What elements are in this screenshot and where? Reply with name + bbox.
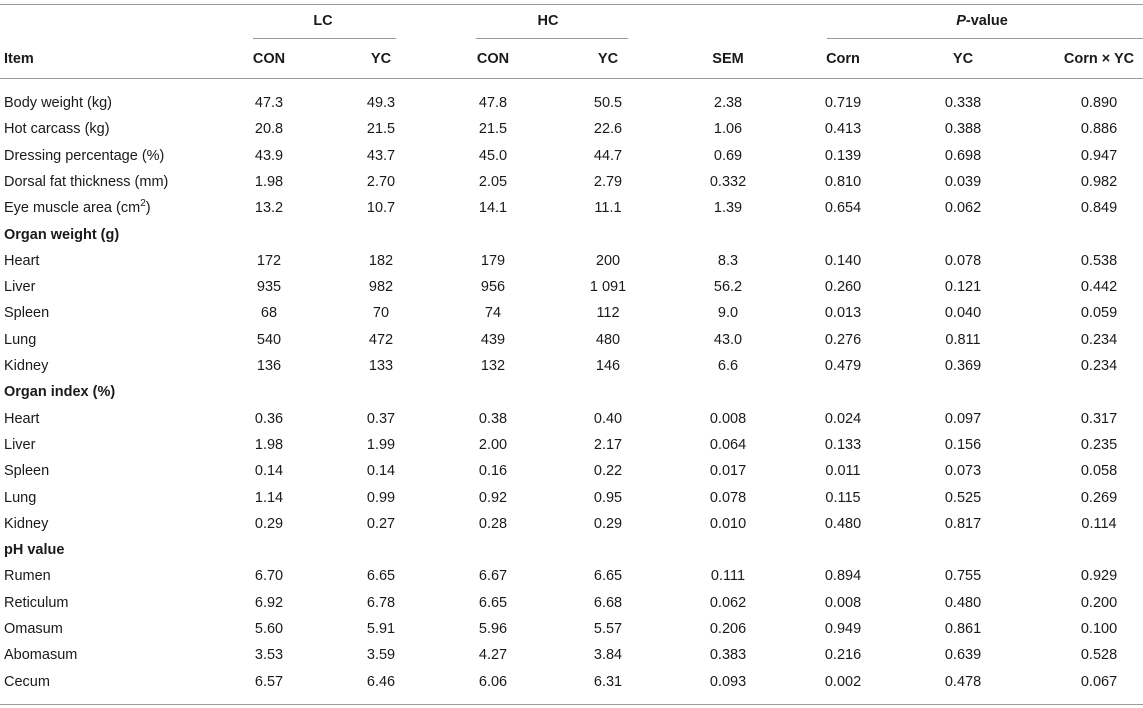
cell-p-yc: 0.480: [944, 595, 982, 611]
cell-hc-con: 0.28: [478, 516, 508, 532]
cell-hc-con: 4.27: [478, 647, 508, 663]
cell-lc-yc: 982: [368, 279, 394, 295]
cell-hc-con: 2.05: [478, 174, 508, 190]
row-label: Lung: [4, 490, 37, 506]
cell-p-yc: 0.388: [944, 121, 982, 137]
cell-hc-yc: 6.31: [593, 674, 623, 690]
cell-lc-con: 0.36: [254, 411, 284, 427]
cell-p-interaction: 0.058: [1080, 463, 1118, 479]
cell-lc-yc: 6.46: [366, 674, 396, 690]
cell-lc-yc: 5.91: [366, 621, 396, 637]
cell-hc-yc: 112: [596, 305, 620, 321]
cell-p-corn: 0.140: [824, 253, 862, 269]
cell-lc-yc: 133: [368, 358, 394, 374]
cell-hc-yc: 6.65: [593, 568, 623, 584]
cell-hc-yc: 146: [595, 358, 621, 374]
cell-p-yc: 0.078: [944, 253, 982, 269]
cell-p-yc: 0.639: [944, 647, 982, 663]
cell-sem: 0.017: [709, 463, 747, 479]
cell-hc-yc: 11.1: [594, 200, 622, 216]
col-header-sem: SEM: [712, 51, 744, 67]
cell-p-corn: 0.894: [824, 568, 862, 584]
cell-lc-con: 3.53: [254, 647, 284, 663]
cell-lc-con: 1.98: [254, 174, 284, 190]
cell-p-interaction: 0.929: [1080, 568, 1118, 584]
cell-p-corn: 0.480: [824, 516, 862, 532]
row-label: Liver: [4, 437, 36, 453]
col-header-lc-yc: YC: [370, 51, 392, 67]
cell-lc-yc: 10.7: [366, 200, 396, 216]
row-label: Heart: [4, 411, 40, 427]
cell-lc-con: 935: [256, 279, 282, 295]
cell-lc-yc: 182: [368, 253, 394, 269]
cell-sem: 6.6: [717, 358, 739, 374]
cell-hc-con: 0.16: [478, 463, 508, 479]
cell-lc-con: 13.2: [254, 200, 284, 216]
cell-p-interaction: 0.234: [1080, 332, 1118, 348]
cell-hc-yc: 22.6: [593, 121, 623, 137]
cell-hc-con: 45.0: [478, 148, 508, 164]
cell-p-interaction: 0.890: [1080, 95, 1118, 111]
cell-hc-yc: 44.7: [593, 148, 623, 164]
cell-lc-con: 20.8: [254, 121, 284, 137]
row-label: Eye muscle area $(cm^2)$: [4, 198, 151, 216]
table-top-rule: [0, 4, 1143, 5]
cell-sem: 0.078: [709, 490, 747, 506]
cell-lc-con: 6.70: [254, 568, 284, 584]
cell-p-yc: 0.525: [944, 490, 982, 506]
cell-p-yc: 0.755: [944, 568, 982, 584]
cell-lc-con: 172: [256, 253, 282, 269]
group-rule-pvalue: [827, 38, 1143, 39]
cell-hc-yc: 0.95: [593, 490, 623, 506]
cell-sem: 0.064: [709, 437, 747, 453]
cell-sem: 0.383: [709, 647, 747, 663]
cell-sem: 0.010: [709, 516, 747, 532]
cell-p-corn: 0.013: [824, 305, 862, 321]
cell-sem: 8.3: [717, 253, 739, 269]
row-label: Dorsal fat thickness (mm): [4, 174, 169, 190]
group-rule-hc: [476, 38, 628, 39]
col-header-p-interaction: Corn × YC: [1063, 51, 1135, 67]
cell-lc-con: 540: [256, 332, 282, 348]
cell-lc-con: 47.3: [254, 95, 284, 111]
cell-lc-yc: 3.59: [366, 647, 396, 663]
row-label: Dressing percentage (%): [4, 148, 165, 164]
cell-lc-con: 1.14: [254, 490, 284, 506]
section-heading: Organ weight (g): [4, 227, 120, 243]
cell-hc-con: 439: [480, 332, 506, 348]
cell-p-interaction: 0.849: [1080, 200, 1118, 216]
cell-sem: 0.69: [713, 148, 743, 164]
cell-hc-yc: 0.22: [593, 463, 623, 479]
row-label: Spleen: [4, 305, 50, 321]
cell-p-interaction: 0.269: [1080, 490, 1118, 506]
cell-p-corn: 0.024: [824, 411, 862, 427]
group-rule-lc: [253, 38, 396, 39]
cell-sem: 1.06: [713, 121, 743, 137]
cell-lc-yc: 472: [368, 332, 394, 348]
cell-p-corn: 0.133: [824, 437, 862, 453]
cell-hc-con: 0.38: [478, 411, 508, 427]
row-label: Abomasum: [4, 647, 78, 663]
cell-hc-con: 6.65: [478, 595, 508, 611]
cell-hc-yc: 3.84: [593, 647, 623, 663]
cell-hc-yc: 50.5: [593, 95, 623, 111]
cell-sem: 0.332: [709, 174, 747, 190]
cell-hc-yc: 480: [595, 332, 621, 348]
cell-hc-yc: 2.17: [593, 437, 623, 453]
cell-p-interaction: 0.100: [1080, 621, 1118, 637]
cell-p-corn: 0.139: [824, 148, 862, 164]
cell-sem: 9.0: [717, 305, 739, 321]
cell-hc-con: 0.92: [478, 490, 508, 506]
cell-p-interaction: 0.067: [1080, 674, 1118, 690]
cell-p-yc: 0.073: [944, 463, 982, 479]
cell-p-yc: 0.156: [944, 437, 982, 453]
row-label: Omasum: [4, 621, 63, 637]
row-label: Lung: [4, 332, 37, 348]
cell-sem: 56.2: [713, 279, 743, 295]
pvalue-suffix: -value: [965, 13, 1008, 29]
col-header-hc-yc: YC: [597, 51, 619, 67]
cell-p-yc: 0.338: [944, 95, 982, 111]
col-header-p-yc: YC: [952, 51, 974, 67]
cell-hc-con: 179: [480, 253, 506, 269]
cell-p-corn: 0.002: [824, 674, 862, 690]
cell-p-corn: 0.654: [824, 200, 862, 216]
cell-hc-yc: 1 091: [589, 279, 627, 295]
cell-p-corn: 0.008: [824, 595, 862, 611]
cell-hc-con: 5.96: [478, 621, 508, 637]
cell-lc-yc: 21.5: [366, 121, 396, 137]
cell-p-corn: 0.949: [824, 621, 862, 637]
cell-p-interaction: 0.059: [1080, 305, 1118, 321]
cell-p-yc: 0.039: [944, 174, 982, 190]
cell-p-interaction: 0.886: [1080, 121, 1118, 137]
cell-lc-con: 5.60: [254, 621, 284, 637]
cell-p-yc: 0.062: [944, 200, 982, 216]
cell-p-corn: 0.276: [824, 332, 862, 348]
table-bottom-rule: [0, 704, 1143, 705]
group-header-lc: LC: [313, 13, 333, 29]
cell-lc-yc: 6.78: [366, 595, 396, 611]
row-label: Kidney: [4, 358, 49, 374]
cell-lc-con: 43.9: [254, 148, 284, 164]
cell-hc-yc: 200: [595, 253, 621, 269]
cell-sem: 43.0: [713, 332, 743, 348]
cell-hc-con: 132: [480, 358, 506, 374]
cell-lc-con: 6.57: [254, 674, 284, 690]
cell-hc-yc: 0.40: [593, 411, 623, 427]
cell-p-corn: 0.719: [824, 95, 862, 111]
group-header-pvalue: [956, 12, 1008, 30]
cell-lc-yc: 43.7: [366, 148, 396, 164]
cell-p-interaction: 0.114: [1081, 516, 1117, 532]
cell-sem: 0.093: [709, 674, 747, 690]
cell-p-yc: 0.121: [944, 279, 982, 295]
cell-p-yc: 0.097: [944, 411, 982, 427]
cell-hc-con: 14.1: [478, 200, 508, 216]
cell-hc-con: 47.8: [478, 95, 508, 111]
col-header-hc-con: CON: [476, 51, 510, 67]
cell-hc-con: 956: [480, 279, 506, 295]
cell-lc-yc: 1.99: [366, 437, 396, 453]
cell-lc-con: 136: [256, 358, 282, 374]
cell-p-yc: 0.817: [944, 516, 982, 532]
cell-hc-yc: 6.68: [593, 595, 623, 611]
cell-hc-con: 6.06: [478, 674, 508, 690]
cell-p-yc: 0.040: [944, 305, 982, 321]
cell-p-yc: 0.698: [944, 148, 982, 164]
cell-p-interaction: 0.538: [1080, 253, 1118, 269]
cell-p-interaction: 0.528: [1080, 647, 1118, 663]
cell-hc-yc: 0.29: [593, 516, 623, 532]
col-header-p-corn: Corn: [826, 51, 860, 67]
cell-hc-con: 2.00: [478, 437, 508, 453]
cell-p-interaction: 0.982: [1080, 174, 1118, 190]
cell-sem: 0.111: [710, 568, 746, 584]
cell-p-corn: 0.810: [824, 174, 862, 190]
cell-lc-con: 0.14: [254, 463, 284, 479]
cell-p-yc: 0.478: [944, 674, 982, 690]
group-header-hc: HC: [537, 13, 559, 29]
cell-lc-yc: 0.37: [366, 411, 396, 427]
section-heading: Organ index (%): [4, 384, 116, 400]
cell-p-yc: 0.811: [945, 332, 981, 348]
row-label: Rumen: [4, 568, 51, 584]
cell-p-corn: 0.216: [824, 647, 862, 663]
cell-lc-yc: 49.3: [366, 95, 396, 111]
cell-lc-con: 6.92: [254, 595, 284, 611]
cell-lc-yc: 0.14: [366, 463, 396, 479]
cell-p-interaction: 0.947: [1080, 148, 1118, 164]
row-label: Reticulum: [4, 595, 69, 611]
row-label: Body weight (kg): [4, 95, 112, 111]
cell-sem: 0.206: [709, 621, 747, 637]
cell-hc-con: 21.5: [478, 121, 508, 137]
cell-p-corn: 0.011: [825, 463, 861, 479]
cell-sem: 2.38: [713, 95, 743, 111]
cell-lc-yc: 0.99: [366, 490, 396, 506]
cell-p-interaction: 0.442: [1080, 279, 1118, 295]
cell-sem: 1.39: [713, 200, 743, 216]
cell-lc-con: 68: [260, 305, 278, 321]
cell-p-yc: 0.861: [944, 621, 982, 637]
cell-p-corn: 0.413: [824, 121, 862, 137]
cell-hc-yc: 2.79: [593, 174, 623, 190]
cell-p-interaction: 0.200: [1080, 595, 1118, 611]
header-bottom-rule: [0, 78, 1143, 79]
cell-p-corn: 0.260: [824, 279, 862, 295]
cell-p-interaction: 0.234: [1080, 358, 1118, 374]
row-label: Liver: [4, 279, 36, 295]
row-label: Kidney: [4, 516, 49, 532]
section-heading: pH value: [4, 542, 65, 558]
cell-hc-con: 6.67: [478, 568, 508, 584]
cell-lc-con: 0.29: [254, 516, 284, 532]
row-label: Heart: [4, 253, 40, 269]
cell-hc-yc: 5.57: [593, 621, 623, 637]
cell-lc-yc: 70: [372, 305, 390, 321]
cell-p-yc: 0.369: [944, 358, 982, 374]
cell-lc-yc: 6.65: [366, 568, 396, 584]
col-header-item: Item: [4, 51, 34, 67]
cell-sem: 0.062: [709, 595, 747, 611]
row-label: Hot carcass (kg): [4, 121, 110, 137]
col-header-lc-con: CON: [252, 51, 286, 67]
row-label: Cecum: [4, 674, 50, 690]
cell-lc-con: 1.98: [254, 437, 284, 453]
cell-p-interaction: 0.317: [1080, 411, 1118, 427]
pvalue-italic-p: P: [956, 13, 966, 29]
cell-sem: 0.008: [709, 411, 747, 427]
cell-hc-con: 74: [484, 305, 502, 321]
cell-lc-yc: 0.27: [366, 516, 396, 532]
cell-p-interaction: 0.235: [1080, 437, 1118, 453]
cell-p-corn: 0.479: [824, 358, 862, 374]
cell-lc-yc: 2.70: [366, 174, 396, 190]
row-label: Spleen: [4, 463, 50, 479]
cell-p-corn: 0.115: [825, 490, 861, 506]
